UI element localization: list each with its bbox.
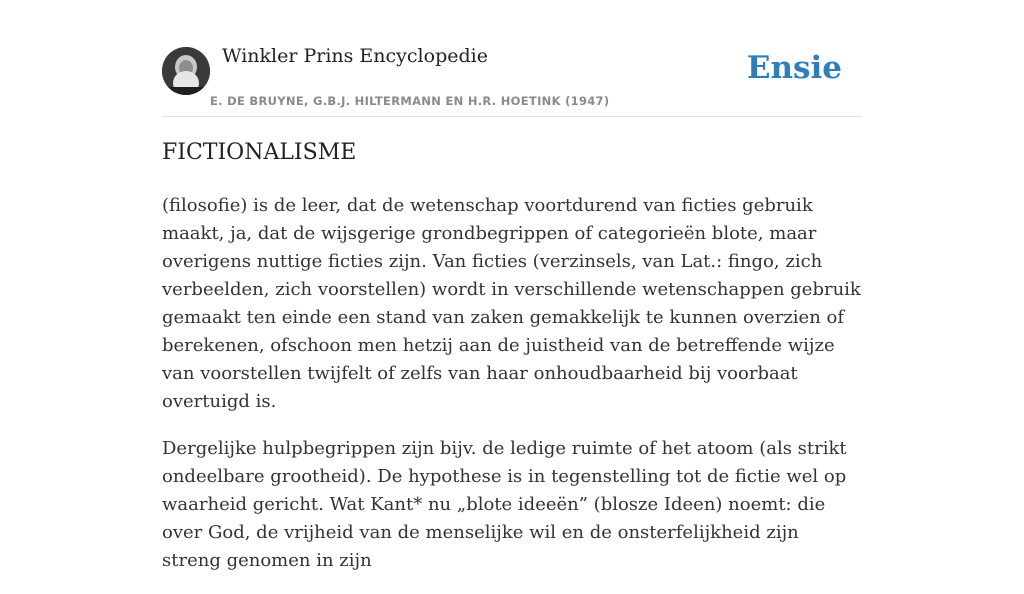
page <box>162 0 862 571</box>
paragraph: (filosofie) is de leer, dat de wetenschap voortdurend van ficties gebruik maakt, ja, dat de wijsgerige grondbegrippen of categorieën blote, maar overigens nuttige ficties zijn. Van ficties (verzinsels, van Lat.: fingo, zich verbeelden, zich voorstellen) wordt in verschillende wetenschappen gebruik gemaakt ten einde een stand van zaken gemakkelijk te kunnen overzien of berekenen, ofschoon men hetzij aan de juistheid van de betreffende wijze van voorstellen twijfelt of zelfs van haar onhoudbaarheid bij voorbaat overtuigd is. <box>162 195 861 412</box>
site-title[interactable]: Winkler Prins Encyclopedie <box>222 45 488 67</box>
site-header <box>162 0 862 117</box>
article-title: FICTIONALISME <box>162 140 357 165</box>
authors-line: E. DE BRUYNE, G.B.J. HILTERMANN EN H.R. HOETINK (1947) <box>210 94 610 108</box>
brand-logo[interactable]: Ensie <box>746 50 842 86</box>
author-avatar <box>162 47 210 95</box>
article-body <box>162 192 862 594</box>
paragraph: Dergelijke hulpbegrippen zijn bijv. de ledige ruimte of het atoom (als strikt ondeelbare grootheid). De hypothese is in tegenstelling tot de fictie wel op waarheid gericht. Wat Kant* nu „blote ideeën” (blosze Ideen) noemt: die over God, de vrijheid van de menselijke wil en de onsterfelijkheid zijn streng genomen in zijn <box>162 438 847 571</box>
